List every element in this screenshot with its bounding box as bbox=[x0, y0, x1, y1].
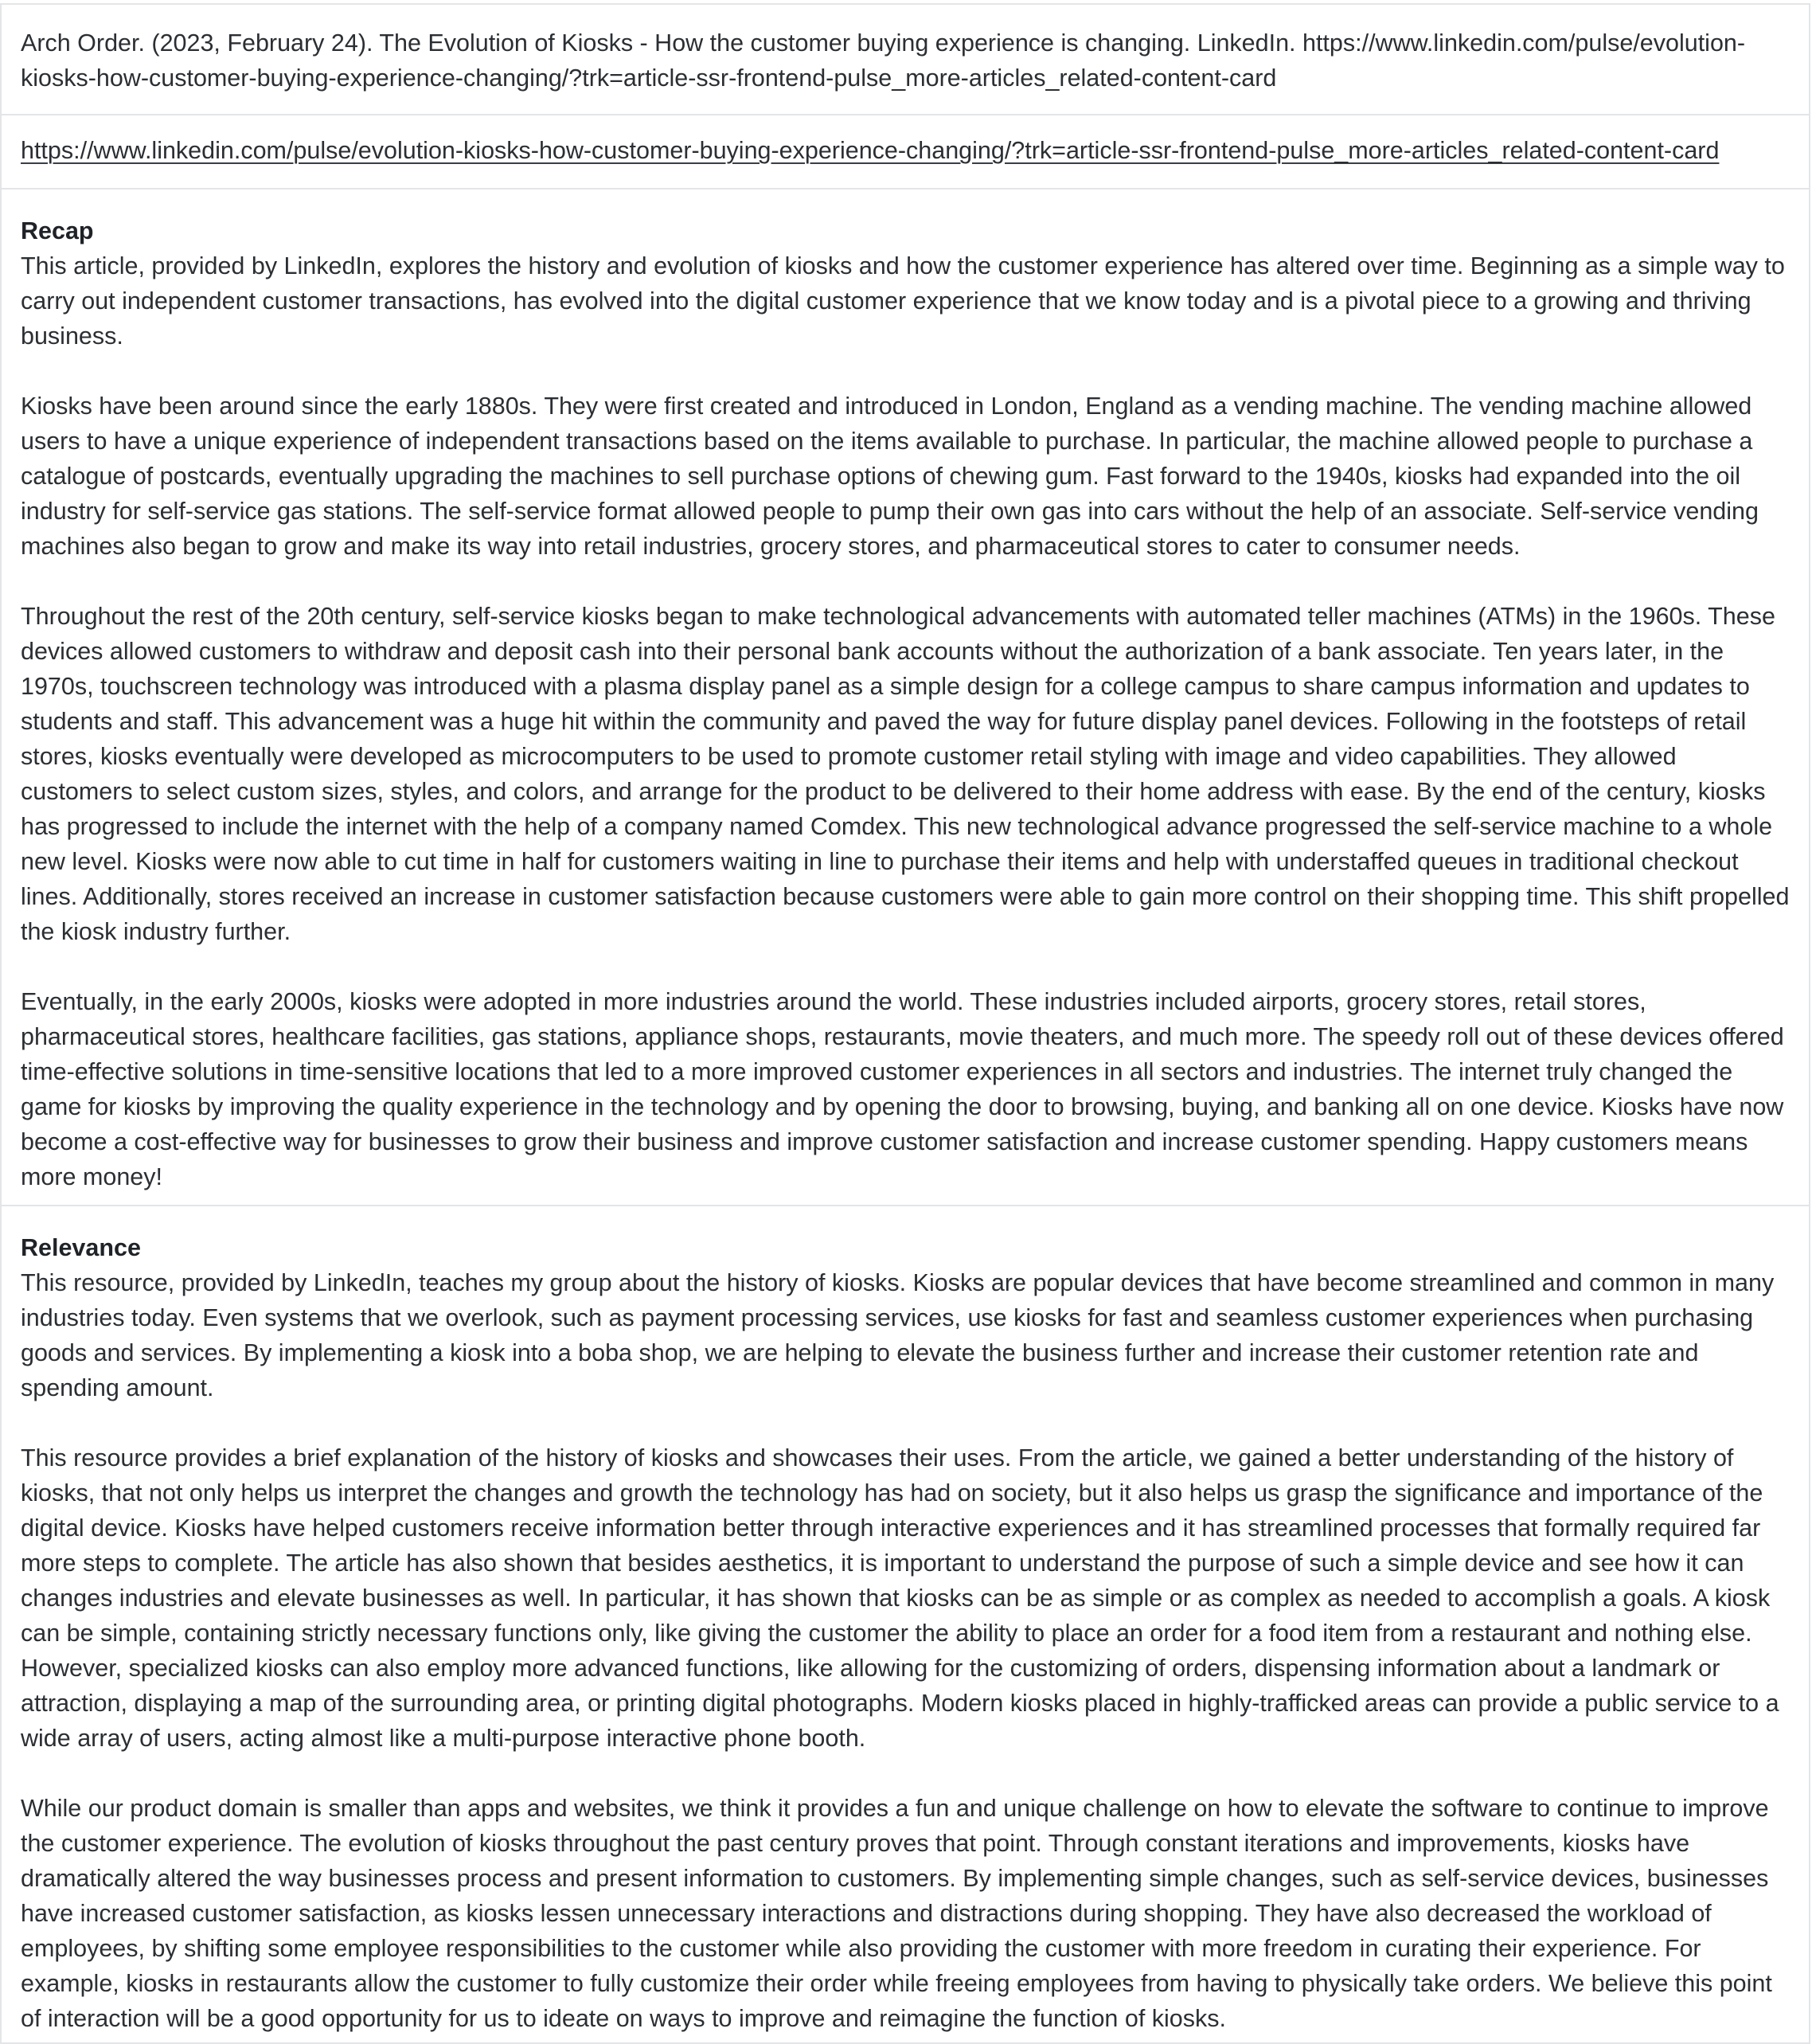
article-link[interactable]: https://www.linkedin.com/pulse/evolution-kiosks-how-customer-buying-experience-changing/?trk=article-ssr-frontend-pulse_more-articles_related-content-card bbox=[21, 137, 1720, 164]
recap-section bbox=[2, 190, 1809, 1206]
recap-heading: Recap bbox=[21, 217, 94, 244]
relevance-heading: Relevance bbox=[21, 1234, 141, 1261]
recap-paragraph: Throughout the rest of the 20th century, self-service kiosks began to make technological advancements with automated teller machines (ATMs) in the 1960s. These devices allowed customers to withdraw and deposit cash into their personal bank accounts without the authorization of a bank associate. Ten years later, in the 1970s, touchscreen technology was introduced with a plasma display panel as a simple design for a college campus to share campus information and updates to students and staff. This advancement was a huge hit within the community and paved the way for future display panel devices. Following in the footsteps of retail stores, kiosks eventually were developed as microcomputers to be used to promote customer retail styling with image and video capabilities. They allowed customers to select custom sizes, styles, and colors, and arrange for the product to be delivered to their home address with ease. By the end of the century, kiosks has progressed to include the internet with the help of a company named Comdex. This new technological advance progressed the self-service machine to a whole new level. Kiosks were now able to cut time in half for customers waiting in line to purchase their items and help with understaffed queues in traditional checkout lines. Additionally, stores received an increase in customer satisfaction because customers were able to gain more control on their shopping time. This shift propelled the kiosk industry further. bbox=[21, 603, 1790, 945]
recap-paragraph: Eventually, in the early 2000s, kiosks were adopted in more industries around the world. These industries included airports, grocery stores, retail stores, pharmaceutical stores, healthcare facilities, gas stations, appliance shops, restaurants, movie theaters, and much more. The speedy roll out of these devices offered time-effective solutions in time-sensitive locations that led to a more improved customer experiences in all sectors and industries. The internet truly changed the game for kiosks by improving the quality experience in the technology and by opening the door to browsing, buying, and banking all on one device. Kiosks have now become a cost-effective way for businesses to grow their business and improve customer satisfaction and increase customer spending. Happy customers means more money! bbox=[21, 988, 1784, 1190]
citation-row bbox=[2, 5, 1809, 115]
relevance-paragraph: This resource, provided by LinkedIn, teaches my group about the history of kiosks. Kiosks are popular devices that have become streamlined and common in many industries today. Even systems that we overlook, such as payment processing services, use kiosks for fast and seamless customer experiences when purchasing goods and services. By implementing a kiosk into a boba shop, we are helping to elevate the business further and increase their customer retention rate and spending amount. bbox=[21, 1269, 1775, 1401]
recap-paragraph: Kiosks have been around since the early 1880s. They were first created and introduced in London, England as a vending machine. The vending machine allowed users to have a unique experience of independent transactions based on the items available to purchase. In particular, the machine allowed people to purchase a catalogue of postcards, eventually upgrading the machines to sell purchase options of chewing gum. Fast forward to the 1940s, kiosks had expanded into the oil industry for self-service gas stations. The self-service format allowed people to pump their own gas into cars without the help of an associate. Self-service vending machines also began to grow and make its way into retail industries, grocery stores, and pharmaceutical stores to cater to consumer needs. bbox=[21, 393, 1759, 560]
relevance-paragraph: While our product domain is smaller than apps and websites, we think it provides a fun and unique challenge on how to elevate the software to continue to improve the customer experience. The evolution of kiosks throughout the past century proves that point. Through constant iterations and improvements, kiosks have dramatically altered the way businesses process and present information to customers. By implementing simple changes, such as self-service devices, businesses have increased customer satisfaction, as kiosks lessen unnecessary interactions and distractions during shopping. They have also decreased the workload of employees, by shifting some employee responsibilities to the customer while also providing the customer with more freedom in curating their experience. For example, kiosks in restaurants allow the customer to fully customize their order while freeing employees from having to physically take orders. We believe this point of interaction will be a good opportunity for us to ideate on ways to improve and reimagine the function of kiosks. bbox=[21, 1795, 1772, 2032]
reference-table bbox=[0, 3, 1810, 2044]
link-row bbox=[2, 115, 1809, 190]
relevance-paragraph: This resource provides a brief explanation of the history of kiosks and showcases their uses. From the article, we gained a better understanding of the history of kiosks, that not only helps us interpret the changes and growth the technology has had on society, but it also helps us grasp the significance and importance of the digital device. Kiosks have helped customers receive information better through interactive experiences and it has streamlined processes that formally required far more steps to complete. The article has also shown that besides aesthetics, it is important to understand the purpose of such a simple device and see how it can changes industries and elevate businesses as well. In particular, it has shown that kiosks can be as simple or as complex as needed to accomplish a goals. A kiosk can be simple, containing strictly necessary functions only, like giving the customer the ability to place an order for a food item from a restaurant and nothing else. However, specialized kiosks can also employ more advanced functions, like allowing for the customizing of orders, dispensing information about a landmark or attraction, displaying a map of the surrounding area, or printing digital photographs. Modern kiosks placed in highly-trafficked areas can provide a public service to a wide array of users, acting almost like a multi-purpose interactive phone booth. bbox=[21, 1444, 1779, 1752]
citation-text: Arch Order. (2023, February 24). The Evolution of Kiosks - How the customer buying experience is changing. LinkedIn. https://www.linkedin.com/pulse/evolution-kiosks-how-customer-buying-experience-changing/?trk=article-ssr-frontend-pulse_more-articles_related-content-card bbox=[21, 29, 1746, 92]
relevance-section bbox=[2, 1206, 1809, 2044]
recap-paragraph: This article, provided by LinkedIn, explores the history and evolution of kiosks and how the customer experience has altered over time. Beginning as a simple way to carry out independent customer transactions, has evolved into the digital customer experience that we know today and is a pivotal piece to a growing and thriving business. bbox=[21, 252, 1785, 350]
